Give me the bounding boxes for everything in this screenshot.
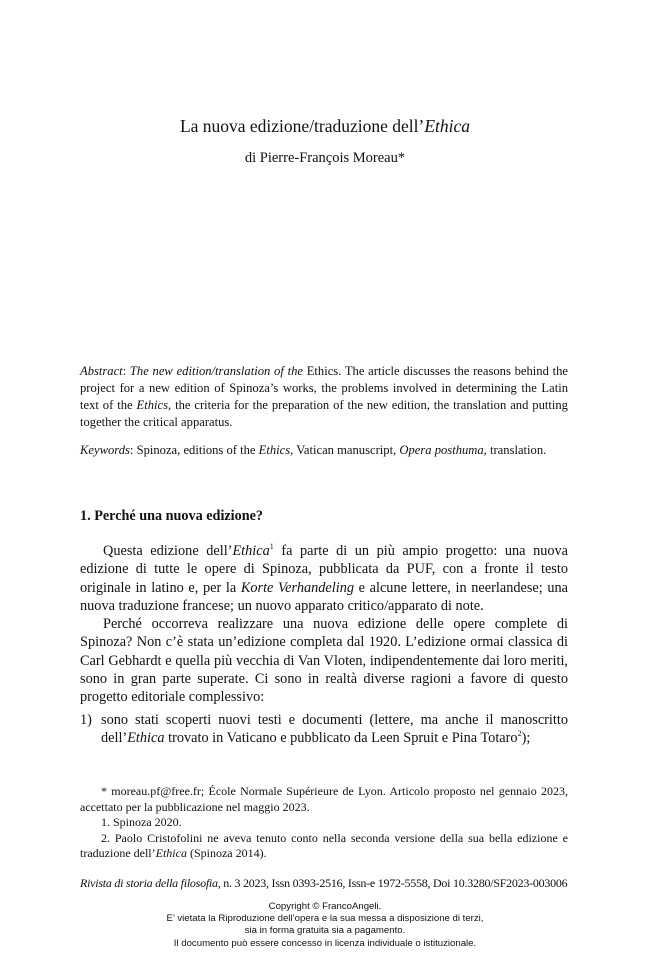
list-text-3: );	[521, 730, 531, 747]
footnote-2-text: 2. Paolo Cristofolini ne aveva tenuto conto nella seconda versione della sua bella edizione e traduzione dell’	[80, 830, 568, 860]
copyright-line-1: Copyright © FrancoAngeli.	[268, 901, 382, 912]
para1-text-3: e alcune lettere, in neerlandese; una nuova traduzione francese; un nuovo apparato critico/apparato di note.	[80, 579, 568, 614]
journal-citation	[80, 876, 580, 891]
footnote-ref-1[interactable]: 1	[269, 542, 274, 551]
keywords-text-3: , translation.	[483, 443, 547, 457]
keywords-text-1: : Spinoza, editions of the	[129, 443, 259, 457]
para1-text-1: Questa edizione dell’	[103, 543, 233, 559]
keywords	[80, 442, 568, 459]
footnote-2-italic: Ethica	[155, 846, 187, 860]
footnotes	[80, 784, 568, 862]
para1-ethica-italic: Ethica	[232, 543, 270, 559]
footnote-2-end: (Spinoza 2014).	[186, 846, 267, 860]
footnote-2	[80, 831, 568, 862]
body-paragraph-2: Perché occorreva realizzare una nuova edizione delle opere complete di Spinoza? Non c’è stata un’edizione completa dal 1920. L’edizione ormai classica di Carl Gebhardt e quella più vecchia di Van Vloten, indipendentemente dai loro meriti, sono in gran parte superate. Ci sono in realtà diverse ragioni a favore di questo progetto editoriale complessivo:	[80, 616, 568, 706]
footnote-ref-2[interactable]: 2	[517, 729, 522, 739]
copyright-line-4: Il documento può essere concesso in licenza individuale o istituzionale.	[173, 937, 477, 949]
citation-details: , n. 3 2023, Issn 0393-2516, Issn-e 1972-5558, Doi 10.3280/SF2023-003006	[217, 876, 568, 890]
list-item-text	[101, 711, 568, 748]
list-text-2: trovato in Vaticano e pubblicato da Leen Spruit e Pina Totaro	[164, 730, 518, 747]
keywords-ethics-italic: Ethics	[258, 443, 291, 457]
section-heading: 1. Perché una nuova edizione?	[80, 508, 263, 524]
abstract	[80, 363, 568, 431]
abstract-ethics-italic: Ethics	[136, 398, 169, 412]
abstract-text-2: , the criteria for the preparation of the new edition, the translation and putting together the critical apparatus.	[80, 398, 568, 429]
copyright-line-3: sia in forma gratuita sia a pagamento.	[244, 925, 406, 937]
keywords-label: Keywords	[80, 443, 130, 457]
article-title-text: La nuova edizione/traduzione dell’	[179, 116, 425, 136]
abstract-label: Abstract	[80, 364, 123, 378]
journal-name: Rivista di storia della filosofia	[80, 876, 218, 890]
list-item-number: 1)	[80, 712, 92, 728]
para1-korte-italic: Korte Verhandeling	[240, 579, 355, 596]
footnote-author: * moreau.pf@free.fr; École Normale Supérieure de Lyon. Articolo proposto nel gennaio 2023, accettato per la pubblicazione nel maggio 2023.	[80, 784, 568, 814]
copyright-line-2: E’ vietata la Riproduzione dell’opera e la sua messa a disposizione di terzi,	[166, 913, 484, 925]
footnote-1: 1. Spinoza 2020.	[101, 815, 182, 829]
list-ethica-italic: Ethica	[127, 730, 165, 747]
body-paragraph-1	[80, 542, 568, 615]
article-author: di Pierre-François Moreau*	[244, 150, 406, 166]
keywords-text-2: , Vatican manuscript,	[290, 443, 400, 457]
abstract-title-italic: The new edition/translation of the	[129, 364, 303, 378]
para1-text-2: fa parte di un più ampio progetto: una nuova edizione di tutte le opere di Spinoza, pubblicata da PUF, con a fronte il testo originale in latino e, per la	[80, 543, 569, 596]
abstract-text-1: . The article discusses the reasons behind the project for a new edition of Spinoza’s works, the problems involved in determining the Latin text of the	[80, 364, 568, 412]
keywords-opera-italic: Opera posthuma	[399, 443, 484, 457]
article-title	[0, 116, 650, 137]
abstract-title-roman: Ethics	[302, 364, 339, 378]
abstract-sep: :	[122, 364, 130, 378]
list-item	[80, 711, 568, 748]
copyright-notice	[0, 901, 650, 950]
article-title-italic: Ethica	[424, 116, 471, 136]
list-text-1: sono stati scoperti nuovi testi e documenti (lettere, ma anche il manoscritto dell’	[101, 712, 568, 747]
